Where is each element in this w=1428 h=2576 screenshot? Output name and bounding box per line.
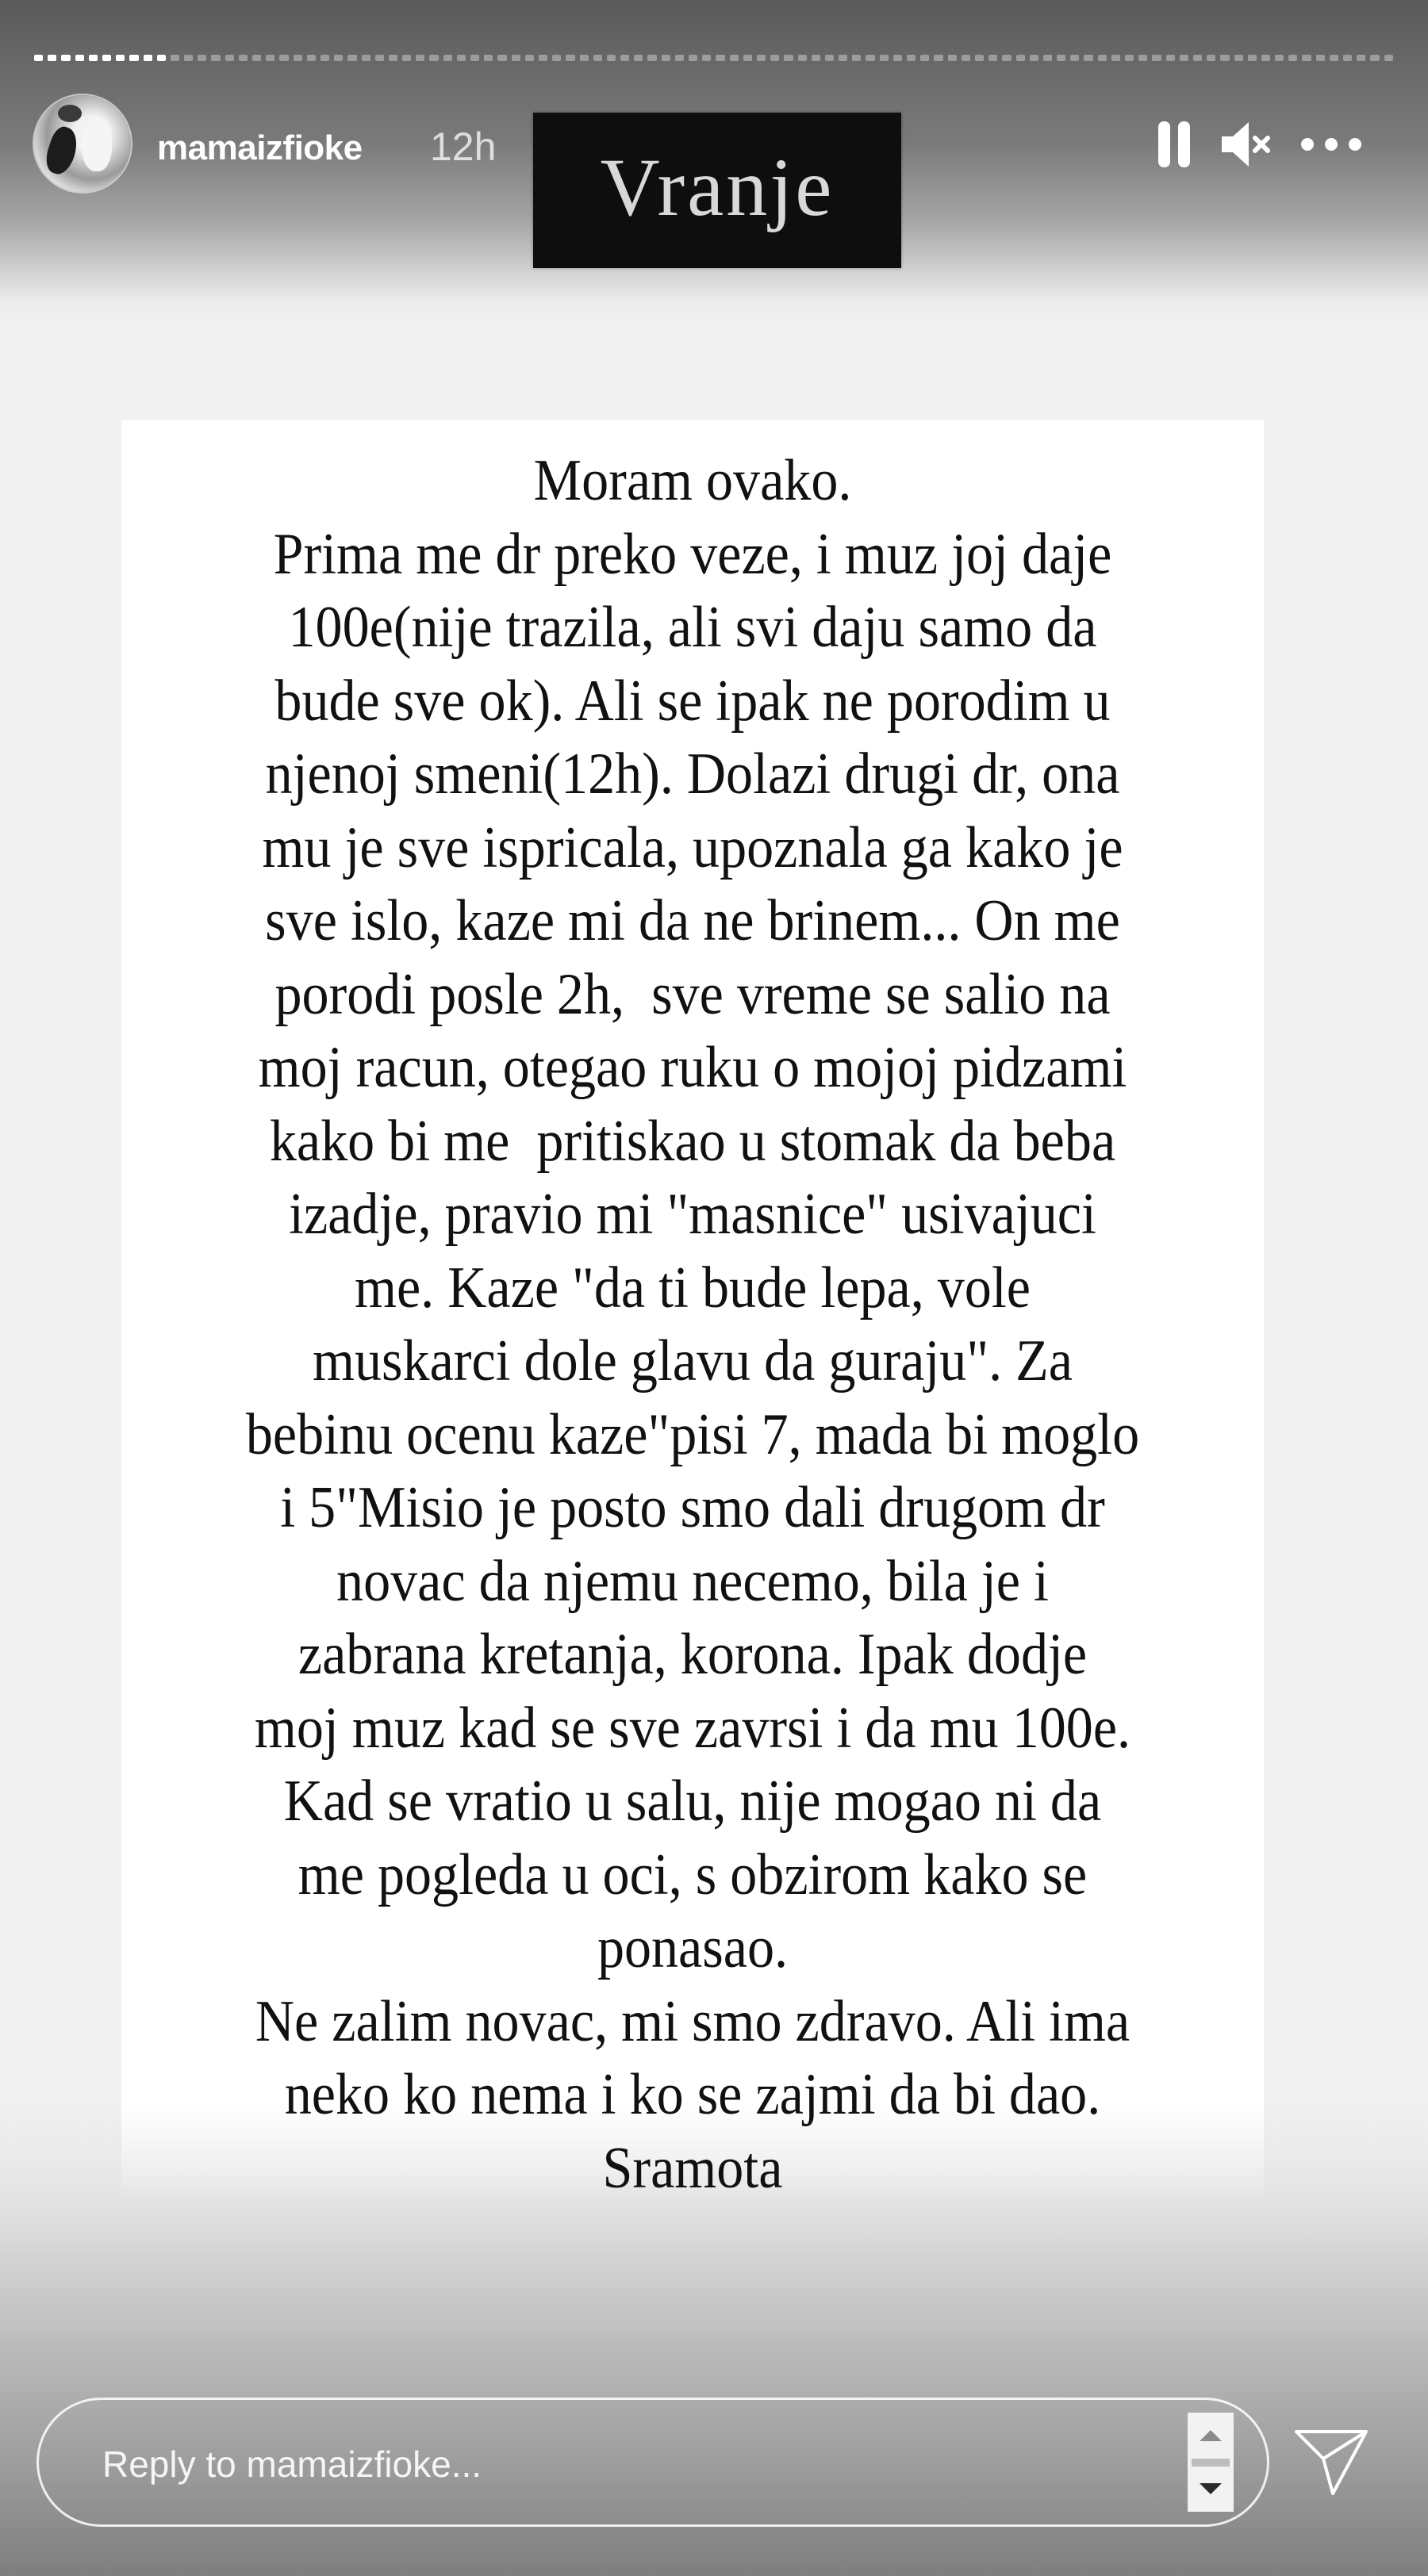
time-ago: 12h: [430, 125, 497, 169]
progress-segment: [675, 55, 684, 61]
progress-segment: [347, 55, 356, 61]
progress-segment: [1330, 55, 1338, 61]
progress-segment: [375, 55, 384, 61]
more-horizontal-icon: [1325, 138, 1338, 151]
story-line: i 5"Misio je posto smo dali drugom dr: [280, 1475, 1105, 1540]
progress-segment: [1275, 55, 1284, 61]
progress-segment: [1043, 55, 1052, 61]
pause-icon: [1178, 121, 1190, 167]
progress-segment: [757, 55, 766, 61]
avatar-image-detail: [82, 119, 112, 171]
more-horizontal-icon: [1349, 138, 1361, 151]
story-line: mu je sve ispricala, upoznala ga kako je: [262, 815, 1123, 880]
progress-segment: [1111, 55, 1120, 61]
progress-segment: [307, 55, 316, 61]
progress-segment: [634, 55, 643, 61]
progress-segment: [252, 55, 261, 61]
progress-segment: [1370, 55, 1379, 61]
progress-segment: [743, 55, 752, 61]
progress-segment: [662, 55, 670, 61]
progress-segment: [1138, 55, 1147, 61]
progress-segment: [416, 55, 424, 61]
progress-segment: [334, 55, 343, 61]
progress-segment: [75, 55, 84, 61]
story-line: Prima me dr preko veze, i muz joj daje: [273, 521, 1112, 587]
progress-segment: [552, 55, 561, 61]
progress-segment: [1384, 55, 1393, 61]
story-line: bude sve ok). Ali se ipak ne porodim u: [274, 668, 1111, 734]
story-line: me. Kaze "da ti bude lepa, vole: [355, 1255, 1031, 1321]
progress-segment: [784, 55, 793, 61]
progress-segment: [866, 55, 874, 61]
story-line: 100e(nije trazila, ali svi daju samo da: [288, 595, 1097, 660]
speaker-muted-icon: [1220, 119, 1271, 170]
story-line: me pogleda u oci, s obzirom kako se: [298, 1842, 1088, 1907]
location-sticker[interactable]: [533, 113, 901, 268]
story-line: kako bi me pritiskao u stomak da beba: [269, 1108, 1116, 1174]
story-text-card: [121, 420, 1264, 2201]
mute-button[interactable]: [1220, 119, 1271, 170]
progress-segment: [362, 55, 370, 61]
progress-segment: [907, 55, 916, 61]
progress-segment: [116, 55, 125, 61]
story-line: sve islo, kaze mi da ne brinem... On me: [265, 888, 1120, 953]
send-button[interactable]: [1292, 2425, 1371, 2498]
progress-segment: [1357, 55, 1365, 61]
progress-segment: [689, 55, 697, 61]
story-line: moj muz kad se sve zavrsi i da mu 100e.: [254, 1695, 1131, 1761]
progress-segment: [402, 55, 411, 61]
progress-segment: [484, 55, 493, 61]
progress-segment: [593, 55, 602, 61]
progress-segment: [211, 55, 220, 61]
progress-segment: [294, 55, 302, 61]
reply-input[interactable]: [101, 2432, 1135, 2497]
progress-segment: [525, 55, 534, 61]
progress-segment: [61, 55, 70, 61]
story-line: moj racun, otegao ruku o mojoj pidzami: [258, 1035, 1127, 1100]
progress-segment: [948, 55, 957, 61]
progress-segment: [321, 55, 329, 61]
progress-segment: [1084, 55, 1092, 61]
progress-segment: [539, 55, 547, 61]
progress-segment: [443, 55, 452, 61]
story-line: muskarci dole glavu da guraju". Za: [313, 1328, 1073, 1393]
progress-segment: [975, 55, 984, 61]
progress-segment: [812, 55, 820, 61]
progress-segment: [1057, 55, 1065, 61]
story-line: izadje, pravio mi "masnice" usivajuci: [289, 1182, 1096, 1247]
username-link[interactable]: mamaizfioke: [157, 128, 363, 167]
more-options-button[interactable]: [1299, 136, 1363, 152]
progress-segment: [157, 55, 166, 61]
progress-segment: [129, 55, 138, 61]
scroll-thumb[interactable]: [1192, 2459, 1230, 2467]
progress-segment: [239, 55, 248, 61]
progress-segment: [798, 55, 807, 61]
progress-segment: [184, 55, 193, 61]
progress-segment: [1070, 55, 1079, 61]
progress-segment: [934, 55, 942, 61]
progress-segment: [880, 55, 889, 61]
progress-segment: [1180, 55, 1188, 61]
progress-segment: [852, 55, 861, 61]
progress-segment: [839, 55, 847, 61]
story-controls: [1157, 119, 1363, 170]
progress-segment: [920, 55, 929, 61]
story-line: zabrana kretanja, korona. Ipak dodje: [298, 1622, 1088, 1687]
story-line: porodi posle 2h, sve vreme se salio na: [274, 961, 1111, 1027]
progress-segment: [988, 55, 997, 61]
story-line: njenoj smeni(12h). Dolazi drugi dr, ona: [265, 742, 1120, 807]
progress-segment: [497, 55, 506, 61]
progress-segment: [1016, 55, 1025, 61]
progress-segment: [102, 55, 111, 61]
progress-segment: [198, 55, 206, 61]
progress-segment: [48, 55, 56, 61]
progress-segment: [1220, 55, 1229, 61]
progress-segment: [607, 55, 616, 61]
progress-segment: [620, 55, 629, 61]
progress-segment: [566, 55, 574, 61]
reply-scrollbar[interactable]: [1188, 2413, 1234, 2512]
progress-segment: [716, 55, 724, 61]
reply-box: [36, 2398, 1269, 2527]
progress-segment: [1152, 55, 1161, 61]
progress-segment: [1125, 55, 1134, 61]
story-progress-bar: [34, 54, 1392, 61]
progress-segment: [730, 55, 739, 61]
progress-segment: [512, 55, 520, 61]
progress-segment: [144, 55, 152, 61]
progress-segment: [1098, 55, 1107, 61]
progress-segment: [470, 55, 479, 61]
more-horizontal-icon: [1301, 138, 1314, 151]
scroll-down-arrow-icon[interactable]: [1200, 2483, 1222, 2494]
progress-segment: [770, 55, 779, 61]
scroll-up-arrow-icon[interactable]: [1200, 2430, 1222, 2441]
progress-segment: [1002, 55, 1011, 61]
progress-segment: [1207, 55, 1215, 61]
progress-segment: [1288, 55, 1297, 61]
story-line: Ne zalim novac, mi smo zdravo. Ali ima: [255, 1988, 1130, 2054]
send-paper-plane-icon: [1292, 2425, 1371, 2498]
progress-segment: [893, 55, 902, 61]
pause-button[interactable]: [1157, 121, 1192, 168]
story-line: ponasao.: [597, 1915, 789, 1980]
story-line: neko ko nema i ko se zajmi da bi dao.: [284, 2062, 1101, 2127]
story-line: bebinu ocenu kaze"pisi 7, mada bi moglo: [245, 1401, 1140, 1467]
progress-segment: [825, 55, 834, 61]
progress-segment: [1302, 55, 1311, 61]
progress-segment: [962, 55, 970, 61]
progress-segment: [457, 55, 466, 61]
progress-segment: [389, 55, 397, 61]
progress-segment: [1234, 55, 1243, 61]
progress-segment: [647, 55, 656, 61]
story-line: novac da njemu necemo, bila je i: [336, 1548, 1049, 1614]
progress-segment: [1193, 55, 1202, 61]
progress-segment: [1343, 55, 1352, 61]
story-line: Sramota: [602, 2135, 783, 2201]
progress-segment: [171, 55, 179, 61]
progress-segment: [225, 55, 234, 61]
progress-segment: [1030, 55, 1038, 61]
progress-segment: [702, 55, 711, 61]
progress-segment: [429, 55, 438, 61]
progress-segment: [1316, 55, 1325, 61]
progress-segment: [1261, 55, 1270, 61]
avatar-image-detail: [58, 105, 82, 122]
progress-segment: [34, 55, 43, 61]
avatar[interactable]: [34, 95, 131, 192]
avatar-image-detail: [42, 124, 83, 178]
pause-icon: [1158, 121, 1170, 167]
progress-segment: [1166, 55, 1175, 61]
location-sticker-label: Vranje: [600, 142, 835, 233]
progress-segment: [1248, 55, 1257, 61]
progress-segment: [89, 55, 98, 61]
story-line: Moram ovako.: [533, 448, 852, 513]
story-text: [167, 444, 1219, 2205]
story-line: Kad se vratio u salu, nije mogao ni da: [283, 1769, 1102, 1834]
progress-segment: [266, 55, 274, 61]
progress-segment: [279, 55, 288, 61]
progress-segment: [580, 55, 589, 61]
